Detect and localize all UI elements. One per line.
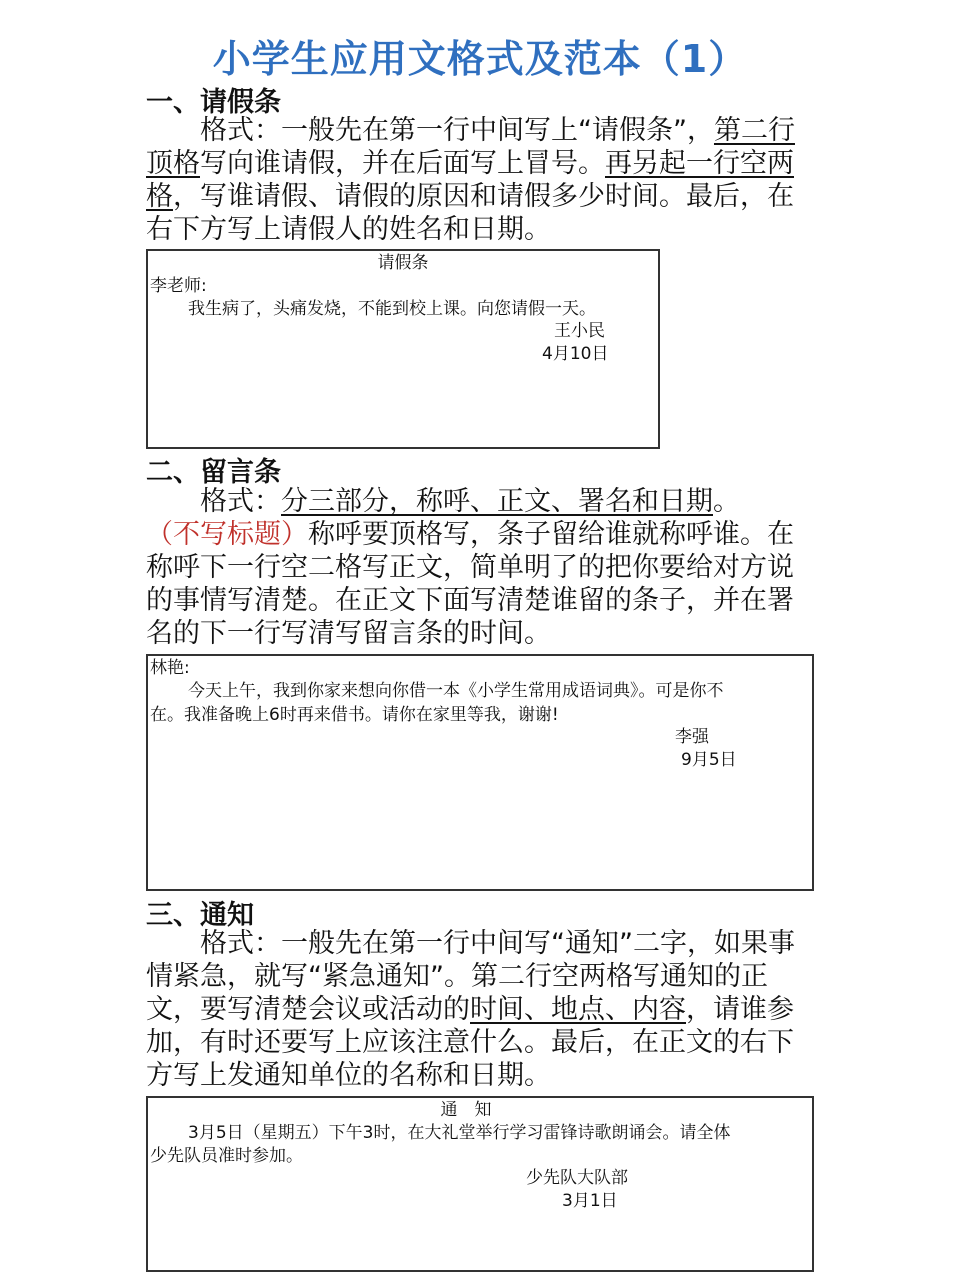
format-underlined-text: 再另起一行空两格 — [146, 148, 794, 212]
format-text: 格式：一般先在第一行中间写上“请假条”， — [146, 115, 714, 146]
notice-example-box — [146, 1096, 814, 1272]
example-body-line1: 3月5日（星期五）下午3时，在大礼堂举行学习雷锋诗歌朗诵会。请全体 — [188, 1123, 731, 1143]
message-note-format-text — [146, 485, 816, 650]
format-text: ，写谁请假、请假的原因和请假多少时间。最后，在右下方写上请假人的姓名和日期。 — [146, 181, 794, 245]
page-title: 小学生应用文格式及范本（1） — [212, 37, 748, 81]
format-text: 。 — [713, 486, 740, 517]
example-body-line2: 在。我准备晚上6时再来借书。请你在家里等我，谢谢! — [150, 705, 559, 725]
example-salutation: 林艳: — [150, 658, 190, 678]
notice-format-text — [146, 927, 816, 1092]
section-heading-notice: 三、通知 — [146, 900, 254, 931]
example-salutation: 李老师: — [150, 276, 207, 296]
section-heading-message-note: 二、留言条 — [146, 457, 281, 488]
example-date: 4月10日 — [542, 344, 609, 364]
format-text: 格式： — [146, 486, 281, 517]
example-title: 通 知 — [440, 1100, 492, 1120]
message-note-example-box — [146, 654, 814, 891]
no-title-note: （不写标题） — [146, 519, 308, 550]
example-signature: 少先队大队部 — [526, 1168, 628, 1188]
leave-note-example-box — [146, 249, 660, 449]
format-text: 写向谁请假，并在后面写上冒号。 — [200, 148, 605, 179]
example-signature: 王小民 — [554, 321, 605, 341]
example-date: 3月1日 — [562, 1191, 618, 1211]
example-body-line2: 少先队员准时参加。 — [150, 1146, 303, 1166]
example-title: 请假条 — [377, 253, 429, 273]
format-underlined-text: 时间、地点、内容 — [470, 994, 686, 1025]
example-date: 9月5日 — [681, 750, 737, 770]
example-body-line1: 今天上午，我到你家来想向你借一本《小学生常用成语词典》。可是你不 — [188, 681, 724, 701]
example-signature: 李强 — [675, 727, 709, 747]
format-text: ，请谁参加，有时还要写上应该注意什么。最后，在正文的右下方写上发通知单位的名称和日期。 — [146, 994, 794, 1091]
section-heading-leave-note: 一、请假条 — [146, 87, 281, 118]
example-body: 我生病了，头痛发烧，不能到校上课。向您请假一天。 — [188, 299, 596, 319]
format-underlined-text: 分三部分，称呼、正文、署名和日期 — [281, 486, 713, 517]
format-text: 格式：一般先在第一行中间写“通知”二字，如果事情紧急，就写“紧急通知”。第二行空两格写通知的正文，要写清楚会议或活动的 — [146, 928, 795, 1025]
format-text: 称呼要顶格写，条子留给谁就称呼谁。在称呼下一行空二格写正文，简单明了的把你要给对方说的事情写清楚。在正文下面写清楚谁留的条子，并在署名的下一行写清写留言条的时间。 — [146, 519, 794, 649]
format-underlined-text: 第二行顶格 — [146, 115, 795, 179]
leave-note-format-text — [146, 114, 816, 246]
